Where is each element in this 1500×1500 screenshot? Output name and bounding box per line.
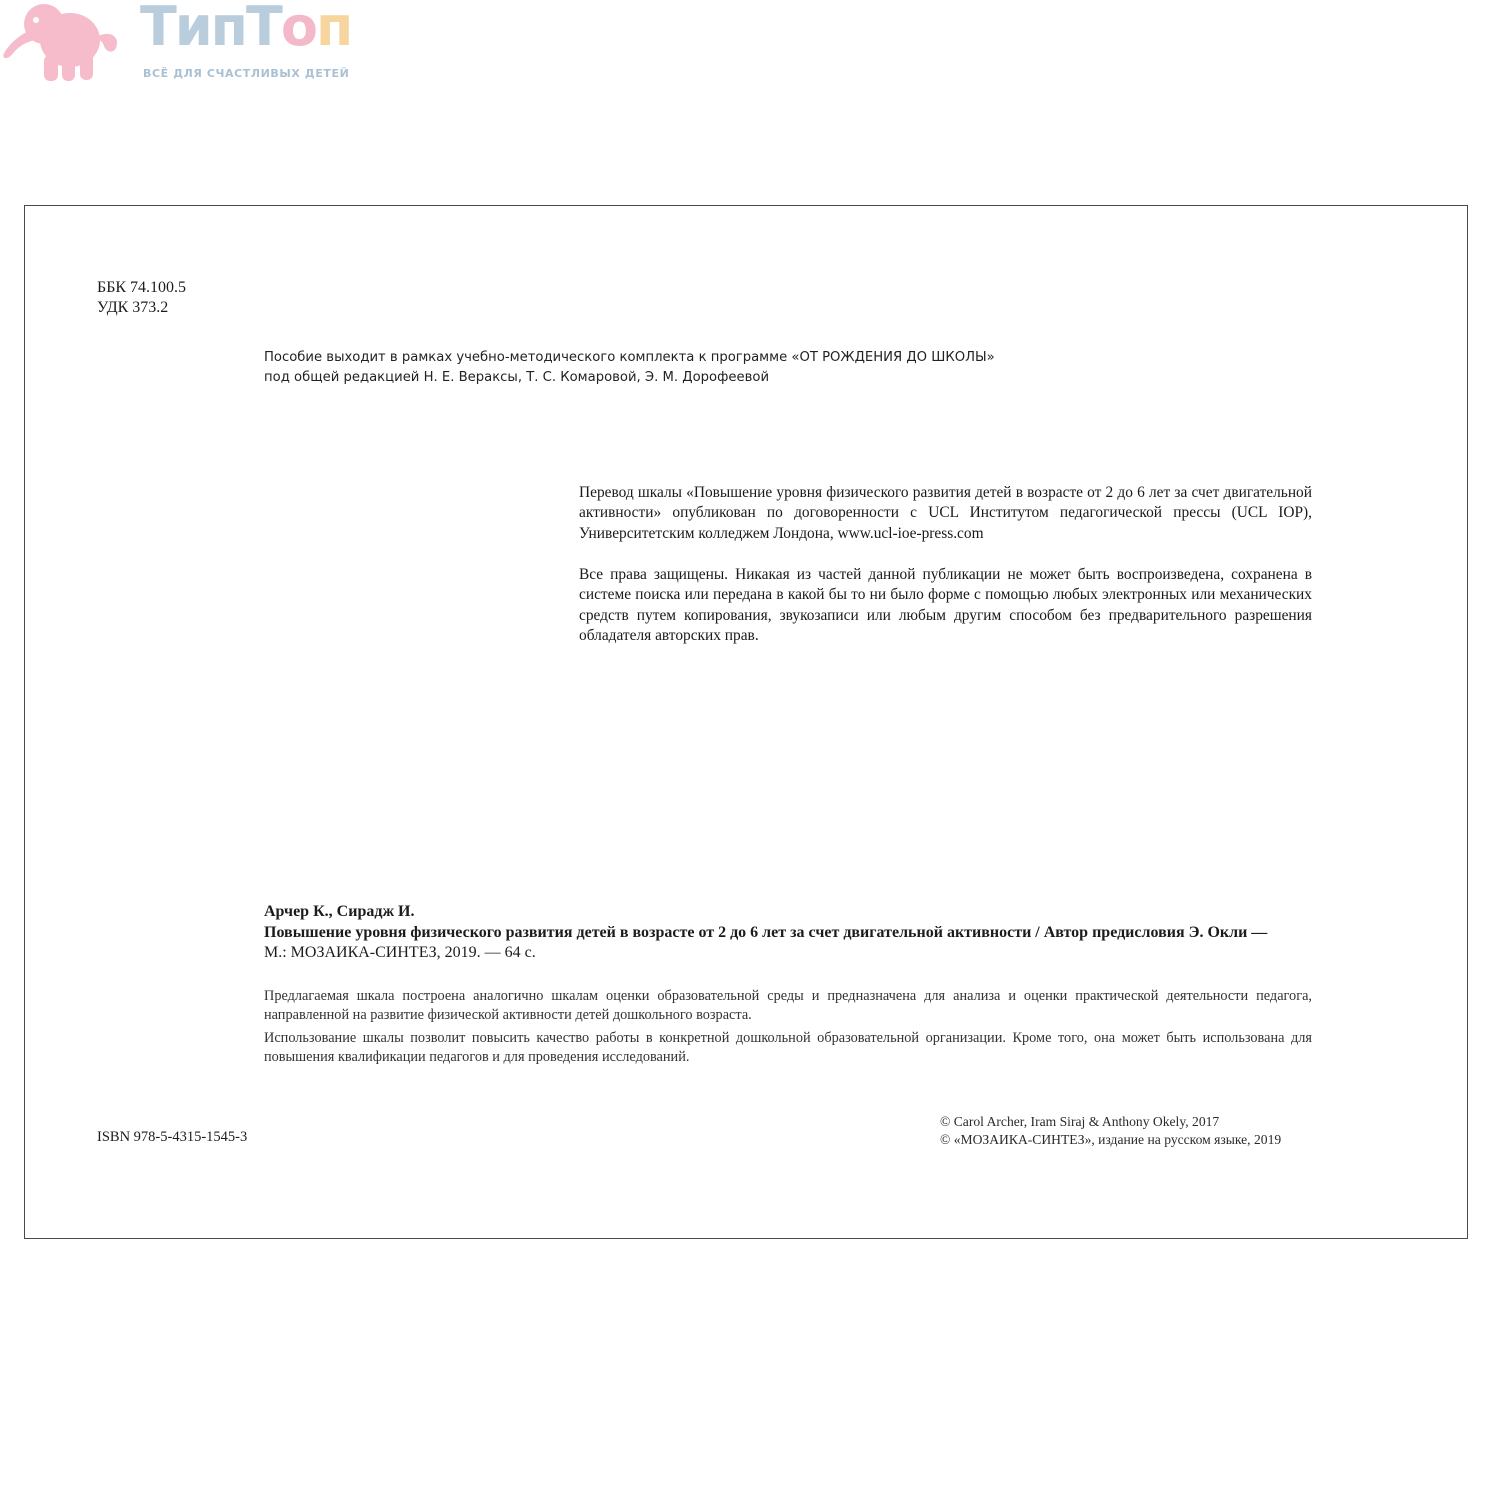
logo-word-part4: п bbox=[315, 0, 352, 58]
series-note bbox=[264, 348, 995, 388]
book-title: Повышение уровня физического развития детей в возрасте от 2 до 6 лет за счет двигательной активности / Автор предисловия Э. Окли — bbox=[264, 923, 1268, 941]
series-line-1: Пособие выходит в рамках учебно-методического комплекта к программе «ОТ РОЖДЕНИЯ ДО ШКОЛЫ» bbox=[264, 350, 995, 365]
tiptop-logo bbox=[0, 0, 370, 90]
classification-codes bbox=[97, 278, 186, 318]
udk-code: УДК 373.2 bbox=[97, 299, 169, 316]
rights-note: Все права защищены. Никакая из частей данной публикации не может быть воспроизведена, сохранена в системе поиска или передана в какой бы то ни было форме с помощью любых электронных или механических средств путем копирования, звукозаписи или любым другим способом без предварительного разрешения обладателя авторских прав. bbox=[579, 566, 1312, 644]
logo-tagline: ВСЁ ДЛЯ СЧАСТЛИВЫХ ДЕТЕЙ bbox=[143, 67, 350, 80]
logo-word-part2: Т bbox=[245, 0, 281, 58]
book-abstract bbox=[264, 987, 1312, 1071]
series-line-2: под общей редакцией Н. Е. Вераксы, Т. С. Комаровой, Э. М. Дорофеевой bbox=[264, 370, 770, 385]
copyright-line-2: © «МОЗАИКА-СИНТЕЗ», издание на русском языке, 2019 bbox=[940, 1131, 1282, 1147]
copyright-line-1: © Carol Archer, Iram Siraj & Anthony Okely, 2017 bbox=[940, 1114, 1220, 1129]
translation-note: Перевод шкалы «Повышение уровня физического развития детей в возрасте от 2 до 6 лет за счет двигательной активности» опубликован по договоренности с UCL Институтом педагогической прессы (UCL IOP), Университетским колледжем Лондона, www.ucl-ioe-press.com bbox=[579, 484, 1312, 542]
logo-wordmark bbox=[140, 0, 351, 60]
elephant-icon bbox=[0, 0, 130, 90]
logo-word-part1: Тип bbox=[140, 0, 246, 58]
bbk-code: ББК 74.100.5 bbox=[97, 279, 187, 296]
isbn: ISBN 978-5-4315-1545-3 bbox=[97, 1129, 248, 1145]
book-authors: Арчер К., Сирадж И. bbox=[264, 903, 415, 920]
abstract-paragraph-2: Использование шкалы позволит повысить качество работы в конкретной дошкольной образовательной организации. Кроме того, она может быть использована для повышения квалификации педагогов и для проведения исследований. bbox=[264, 1030, 1312, 1065]
bibliographic-record bbox=[264, 902, 1312, 964]
book-imprint: М.: МОЗАИКА-СИНТЕЗ, 2019. — 64 с. bbox=[264, 944, 536, 961]
copyright-block bbox=[940, 1113, 1281, 1148]
abstract-paragraph-1: Предлагаемая шкала построена аналогично шкалам оценки образовательной среды и предназначена для анализа и оценки практической деятельности педагога, направленной на развитие физической активности детей дошкольного возраста. bbox=[264, 988, 1312, 1023]
logo-word-part3: о bbox=[280, 0, 316, 58]
